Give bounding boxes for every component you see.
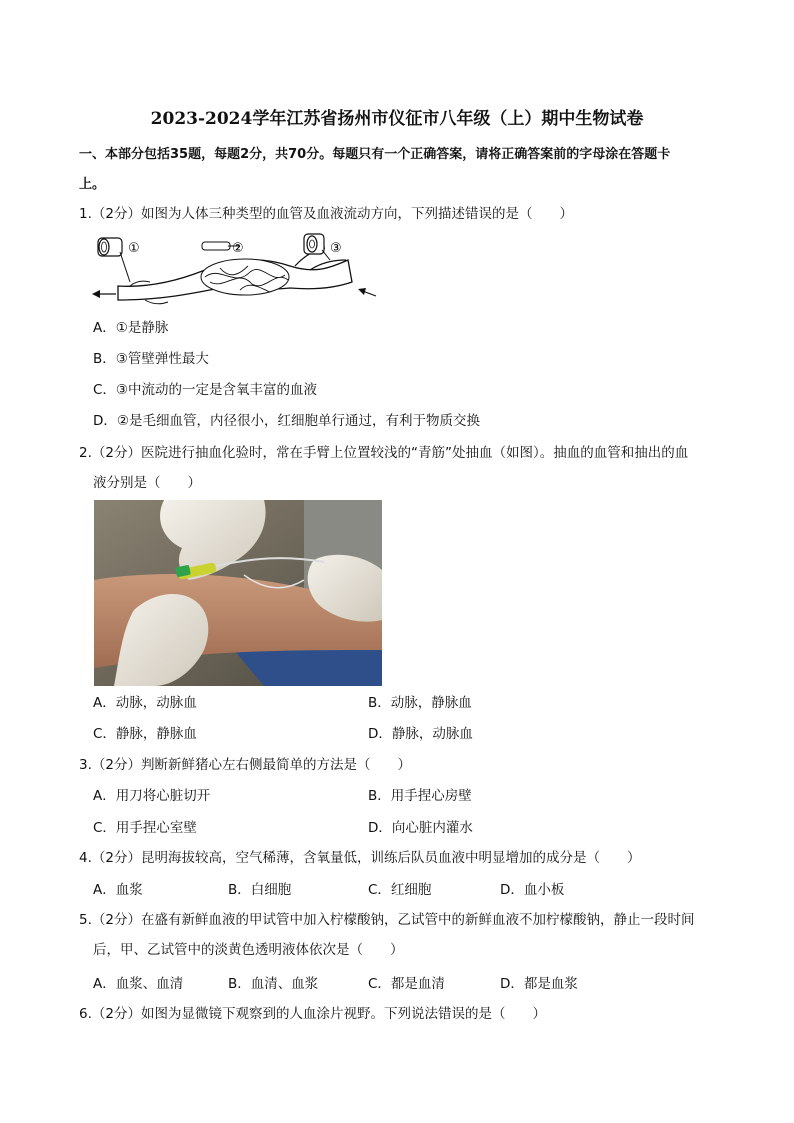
q1-option-d[interactable]: D．②是毛细血管，内径很小，红细胞单行通过，有利于物质交换 bbox=[93, 413, 480, 429]
page-title: 2023-2024学年江苏省扬州市仪征市八年级（上）期中生物试卷 bbox=[150, 109, 644, 129]
q3-option-a[interactable]: A．用刀将心脏切开 bbox=[93, 788, 211, 804]
q2-option-c[interactable]: C．静脉，静脉血 bbox=[93, 726, 197, 742]
question-5-stem bbox=[79, 905, 729, 965]
q4-option-b[interactable]: B．白细胞 bbox=[228, 882, 292, 898]
question-6-stem: 6.（2分）如图为显微镜下观察到的人血涂片视野。下列说法错误的是（ ） bbox=[79, 1006, 546, 1022]
flow-arrowhead-left bbox=[92, 290, 100, 298]
q4-option-a[interactable]: A．血浆 bbox=[93, 882, 143, 898]
question-4-stem: 4.（2分）昆明海拔较高，空气稀薄，含氧量低，训练后队员血液中明显增加的成分是（ ） bbox=[79, 850, 641, 866]
artery-branch-2 bbox=[145, 300, 168, 304]
pointer-line-3 bbox=[322, 250, 330, 260]
section-heading bbox=[79, 140, 729, 200]
question-2-stem bbox=[79, 438, 729, 498]
question-1-stem: 1.（2分）如图为人体三种类型的血管及血液流动方向，下列描述错误的是（ ） bbox=[79, 206, 573, 222]
q1-option-a[interactable]: A．①是静脉 bbox=[93, 320, 169, 336]
figure-label-1: ① bbox=[128, 241, 140, 256]
figure-label-3: ③ bbox=[330, 241, 342, 256]
q5-option-d[interactable]: D．都是血浆 bbox=[500, 976, 578, 992]
question-3-stem: 3.（2分）判断新鲜猪心左右侧最简单的方法是（ ） bbox=[79, 757, 411, 773]
blood-draw-photo bbox=[94, 500, 382, 686]
section-heading-line1: 一、本部分包括35题，每题2分，共70分。每题只有一个正确答案，请将正确答案前的字母涂在答题卡 bbox=[79, 147, 671, 162]
q1-option-b[interactable]: B．③管壁弹性最大 bbox=[93, 351, 209, 367]
cross-section-2 bbox=[202, 242, 230, 250]
question-2-stem-line2: 液分别是（ ） bbox=[93, 475, 201, 491]
q4-option-c[interactable]: C．红细胞 bbox=[368, 882, 432, 898]
blood-vessel-diagram bbox=[90, 230, 390, 306]
q4-option-d[interactable]: D．血小板 bbox=[500, 882, 565, 898]
blood-draw-illustration bbox=[94, 500, 382, 686]
q5-option-c[interactable]: C．都是血清 bbox=[368, 976, 445, 992]
question-2-stem-line1: 2.（2分）医院进行抽血化验时，常在手臂上位置较浅的“青筋”处抽血（如图）。抽血的血管和抽出的血 bbox=[79, 445, 689, 461]
q5-option-b[interactable]: B．血清、血浆 bbox=[228, 976, 319, 992]
figure-label-2: ② bbox=[232, 241, 244, 256]
section-heading-line2: 上。 bbox=[79, 177, 106, 192]
q3-option-c[interactable]: C．用手捏心室壁 bbox=[93, 820, 197, 836]
question-5-stem-line1: 5.（2分）在盛有新鲜血液的甲试管中加入柠檬酸钠，乙试管中的新鲜血液不加柠檬酸钠，静止一段时间 bbox=[79, 912, 695, 928]
q3-option-b[interactable]: B．用手捏心房壁 bbox=[368, 788, 472, 804]
q1-option-c[interactable]: C．③中流动的一定是含氧丰富的血液 bbox=[93, 382, 318, 398]
q5-option-a[interactable]: A．血浆、血清 bbox=[93, 976, 184, 992]
q3-option-d[interactable]: D．向心脏内灌水 bbox=[368, 820, 473, 836]
q2-option-d[interactable]: D．静脉，动脉血 bbox=[368, 726, 473, 742]
question-5-stem-line2: 后，甲、乙试管中的淡黄色透明液体依次是（ ） bbox=[93, 942, 404, 958]
flow-arrowhead-right bbox=[358, 288, 366, 295]
pointer-line-1 bbox=[120, 252, 130, 282]
q2-option-a[interactable]: A．动脉，动脉血 bbox=[93, 695, 197, 711]
q2-option-b[interactable]: B．动脉，静脉血 bbox=[368, 695, 472, 711]
